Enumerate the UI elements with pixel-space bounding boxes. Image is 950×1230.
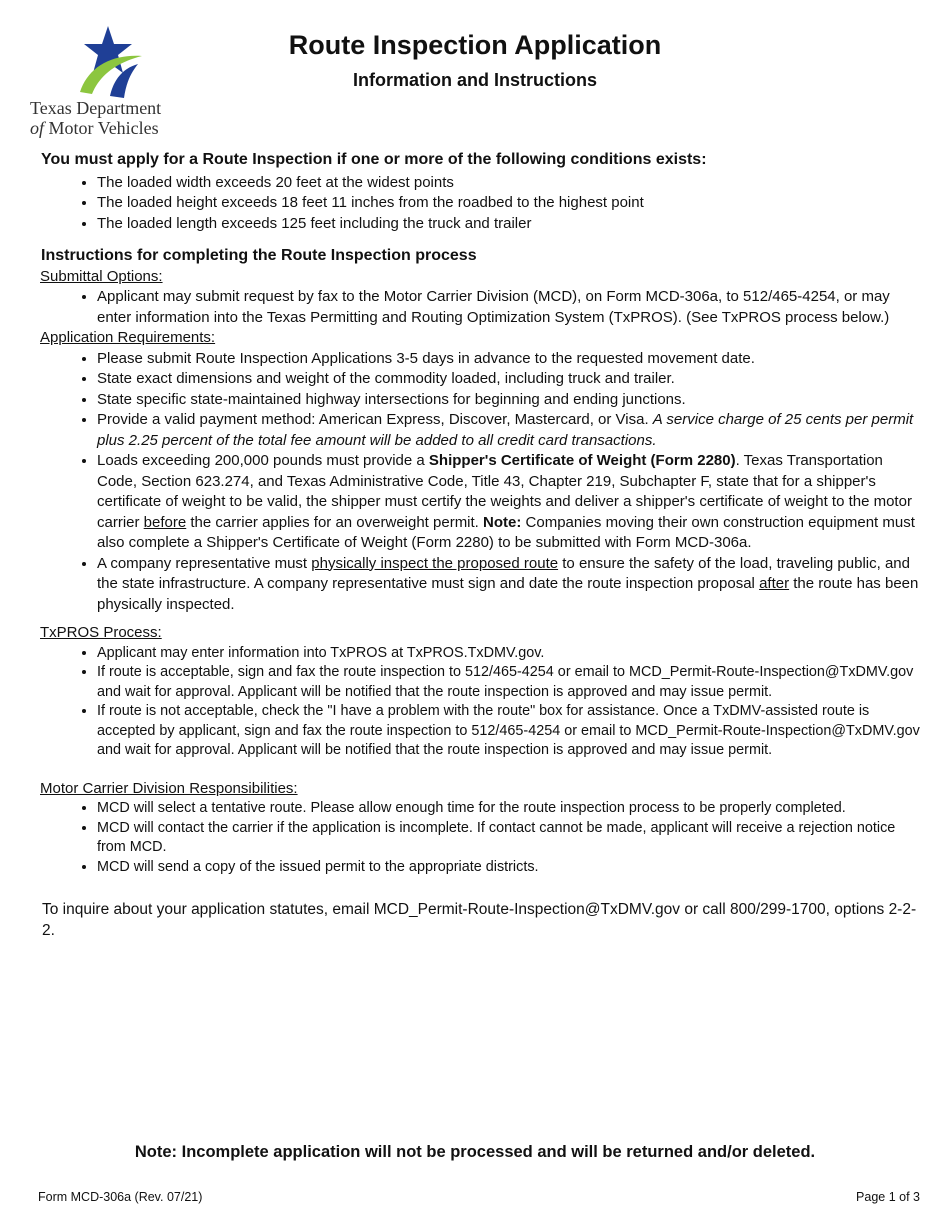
weight-text: . Texas Transportation Code, Section 623.274, and Texas Administrative Code, Title 43, Chapter 219, Subchapter F, state that for a shipper's certificate of weight to be valid, the shipper must certify the weights and deliver a shipper's certificate of weight to the motor carrier xyxy=(97,452,912,531)
list-item xyxy=(97,410,920,451)
before-emphasis: before xyxy=(143,513,187,531)
shipper-certificate-name: Shipper's Certificate of Weight (Form 2280) xyxy=(428,452,736,469)
logo-wordmark xyxy=(30,98,161,138)
application-requirements-list xyxy=(40,349,920,616)
conditions-heading: You must apply for a Route Inspection if one or more of the following conditions exists: xyxy=(41,151,707,168)
service-charge-note: A service charge of 25 cents per permit plus 2.25 percent of the total fee amount will be added to all credit card transactions. xyxy=(97,411,914,449)
mcd-responsibilities-list xyxy=(40,799,920,877)
form-number: Form MCD-306a (Rev. 07/21) xyxy=(38,1190,203,1204)
weight-text: Companies moving their own construction equipment must also complete a Shipper's Certificate of Weight (Form 2280) to be submitted with Form MCD-306a. xyxy=(97,513,915,551)
list-item: • The loaded length exceeds 125 feet including the truck and trailer xyxy=(97,214,920,235)
inspect-text: to ensure the safety of the load, traveling public, and the state infrastructure. A company representative must sign and date the route inspection proposal xyxy=(97,554,910,592)
weight-text: Loads exceeding 200,000 pounds must provide a xyxy=(97,452,429,469)
inquiry-contact: To inquire about your application statutes, email MCD_Permit-Route-Inspection@TxDMV.gov or call 800/299-1700, options 2-2-2. xyxy=(42,901,917,939)
list-item: • The loaded width exceeds 20 feet at the widest points xyxy=(97,173,920,194)
list-item: • MCD will select a tentative route. Please allow enough time for the route inspection process to be properly completed. xyxy=(97,799,920,819)
inspect-text: A company representative must xyxy=(97,554,312,572)
note-label: Note: xyxy=(483,513,522,531)
list-item: • State exact dimensions and weight of the commodity loaded, including truck and trailer. xyxy=(97,369,920,390)
page-subtitle: Information and Instructions xyxy=(352,70,597,90)
list-item: • MCD will send a copy of the issued permit to the appropriate districts. xyxy=(97,858,920,878)
list-item xyxy=(97,554,920,616)
weight-text: the carrier applies for an overweight permit. xyxy=(186,513,484,531)
document-body xyxy=(40,150,920,941)
incomplete-application-note: Note: Incomplete application will not be processed and will be returned and/or deleted. xyxy=(134,1143,816,1161)
list-item: • State specific state-maintained highway intersections for beginning and ending junctions. xyxy=(97,390,920,411)
list-item: • Applicant may submit request by fax to the Motor Carrier Division (MCD), on Form MCD-306a, to 512/465-4254, or may enter information into the Texas Permitting and Routing Optimization System (TxPROS). (See TxPROS process below.) xyxy=(97,287,920,328)
conditions-list xyxy=(40,173,920,235)
submittal-options-label: Submittal Options: xyxy=(40,267,163,285)
txpros-process-list xyxy=(40,644,920,761)
logo-line-1: Texas Department xyxy=(30,98,162,118)
list-item: • MCD will contact the carrier if the application is incomplete. If contact cannot be made, applicant will receive a rejection notice from MCD. xyxy=(97,819,920,858)
list-item xyxy=(97,451,920,554)
inspect-text: the route has been physically inspected. xyxy=(97,575,919,613)
list-item: • If route is not acceptable, check the "I have a problem with the route" box for assistance. Once a TxDMV-assisted route is accepted by applicant, sign and fax the route inspection to 512/465-4254 or email to MCD_Permit-Route-Inspection@TxDMV.gov and wait for approval. Applicant will be notified that the route inspection is approved and may issue permit. xyxy=(97,702,920,761)
page-title: Route Inspection Application xyxy=(288,30,662,60)
txpros-process-label: TxPROS Process: xyxy=(40,624,162,641)
payment-text: Provide a valid payment method: American Express, Discover, Mastercard, or Visa. xyxy=(97,411,653,428)
list-item: • Applicant may enter information into TxPROS at TxPROS.TxDMV.gov. xyxy=(97,644,920,664)
list-item: • The loaded height exceeds 18 feet 11 inches from the roadbed to the highest point xyxy=(97,193,920,214)
mcd-responsibilities-label: Motor Carrier Division Responsibilities: xyxy=(40,779,298,797)
logo-line-2-of: of xyxy=(30,118,45,138)
page-number: Page 1 of 3 xyxy=(856,1190,920,1204)
submittal-options-list xyxy=(40,287,920,328)
list-item: • If route is acceptable, sign and fax the route inspection to 512/465-4254 or email to MCD_Permit-Route-Inspection@TxDMV.gov and wait for approval. Applicant will be notified that the route inspection is approved and may issue permit. xyxy=(97,663,920,702)
after-emphasis: after xyxy=(759,575,790,592)
inspect-emphasis: physically inspect the proposed route xyxy=(311,554,559,572)
logo-line-2: Motor Vehicles xyxy=(44,118,159,138)
list-item: • Please submit Route Inspection Applications 3-5 days in advance to the requested movement date. xyxy=(97,349,920,370)
instructions-heading: Instructions for completing the Route Inspection process xyxy=(41,247,477,264)
application-requirements-label: Application Requirements: xyxy=(40,329,216,346)
